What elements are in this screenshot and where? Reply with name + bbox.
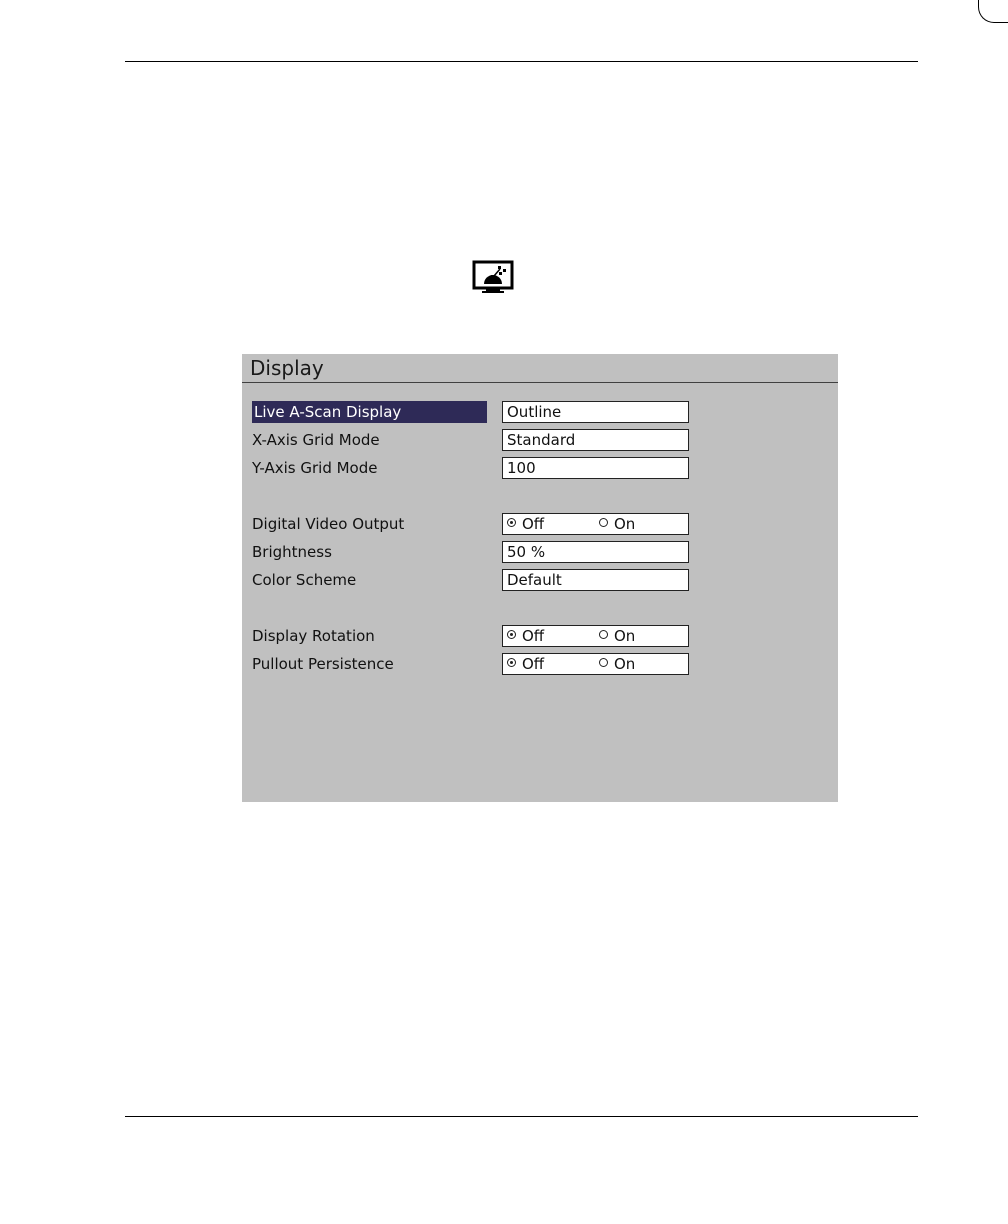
radio-on-option[interactable] <box>599 654 635 674</box>
pullout-persistence-radio-group[interactable] <box>502 653 689 675</box>
panel-title-bar <box>242 354 838 383</box>
radio-unchecked-icon <box>599 630 608 639</box>
field-value: Outline <box>507 403 562 421</box>
header-rule <box>125 61 918 62</box>
row-x-axis-grid-mode[interactable] <box>242 429 838 451</box>
radio-on-option[interactable] <box>599 514 635 534</box>
radio-checked-icon <box>507 518 516 527</box>
radio-unchecked-icon <box>599 518 608 527</box>
row-color-scheme[interactable] <box>242 569 838 591</box>
row-brightness[interactable] <box>242 541 838 563</box>
radio-on-label: On <box>614 515 636 533</box>
setting-label: Brightness <box>252 543 332 561</box>
radio-off-option[interactable] <box>507 514 544 534</box>
radio-on-label: On <box>614 627 636 645</box>
radio-checked-icon <box>507 630 516 639</box>
radio-unchecked-icon <box>599 658 608 667</box>
radio-off-option[interactable] <box>507 654 544 674</box>
row-pullout-persistence[interactable] <box>242 653 838 675</box>
setting-label: Display Rotation <box>252 627 375 645</box>
radio-on-option[interactable] <box>599 626 635 646</box>
row-live-a-scan-display[interactable] <box>242 401 838 423</box>
setting-label: Pullout Persistence <box>252 655 394 673</box>
radio-off-label: Off <box>522 515 545 533</box>
radio-off-label: Off <box>522 627 545 645</box>
panel-title: Display <box>250 356 324 380</box>
field-value: Standard <box>507 431 576 449</box>
row-y-axis-grid-mode[interactable] <box>242 457 838 479</box>
color-scheme-field[interactable] <box>502 569 689 591</box>
brightness-field[interactable] <box>502 541 689 563</box>
page-corner-tab <box>978 0 1008 23</box>
x-axis-grid-mode-field[interactable] <box>502 429 689 451</box>
display-settings-icon <box>472 260 514 294</box>
footer-rule <box>125 1116 918 1117</box>
y-axis-grid-mode-field[interactable] <box>502 457 689 479</box>
live-a-scan-display-field[interactable] <box>502 401 689 423</box>
setting-label: Live A-Scan Display <box>252 401 487 423</box>
digital-video-output-radio-group[interactable] <box>502 513 689 535</box>
setting-label: Color Scheme <box>252 571 357 589</box>
row-display-rotation[interactable] <box>242 625 838 647</box>
row-digital-video-output[interactable] <box>242 513 838 535</box>
radio-off-option[interactable] <box>507 626 544 646</box>
radio-off-label: Off <box>522 655 545 673</box>
field-value: 100 <box>507 459 536 477</box>
display-rotation-radio-group[interactable] <box>502 625 689 647</box>
setting-label: Digital Video Output <box>252 515 405 533</box>
field-value: 50 % <box>507 543 546 561</box>
radio-checked-icon <box>507 658 516 667</box>
display-settings-panel <box>242 354 838 802</box>
radio-on-label: On <box>614 655 636 673</box>
field-value: Default <box>507 571 562 589</box>
setting-label: Y-Axis Grid Mode <box>252 459 378 477</box>
setting-label: X-Axis Grid Mode <box>252 431 380 449</box>
